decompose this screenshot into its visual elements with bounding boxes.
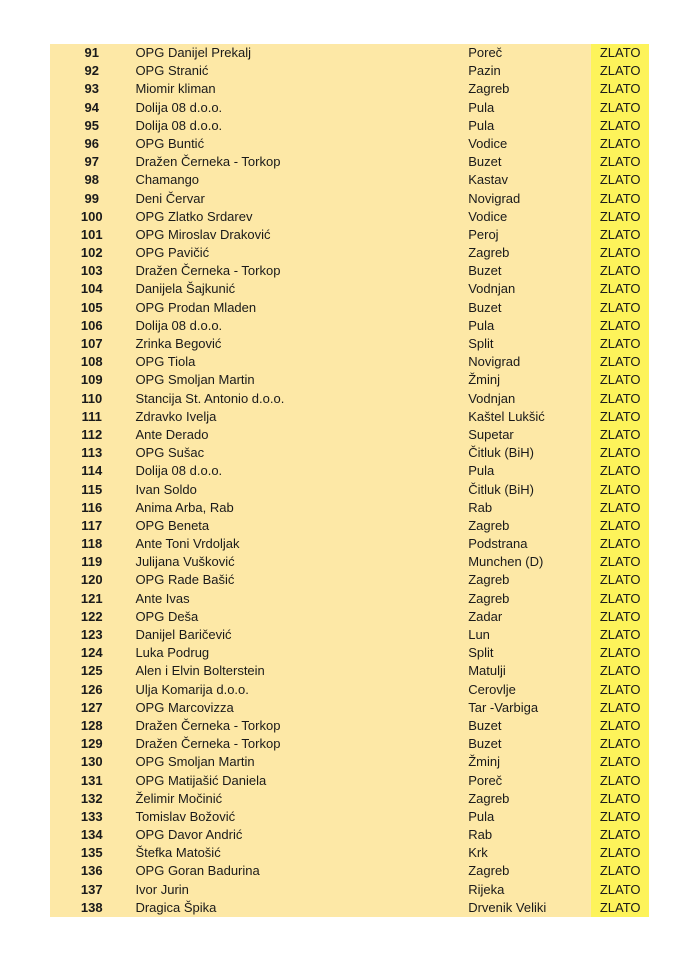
row-name: OPG Sušac	[133, 444, 466, 462]
row-city: Zagreb	[466, 244, 591, 262]
row-number: 96	[50, 135, 133, 153]
row-name: OPG Smoljan Martin	[133, 753, 466, 771]
row-name: Ante Derado	[133, 426, 466, 444]
row-city: Podstrana	[466, 535, 591, 553]
row-award: ZLATO	[591, 135, 649, 153]
row-award: ZLATO	[591, 44, 649, 62]
table-row	[50, 135, 649, 153]
row-city: Peroj	[466, 226, 591, 244]
row-city: Vodice	[466, 135, 591, 153]
row-number: 134	[50, 826, 133, 844]
row-city: Zagreb	[466, 862, 591, 880]
row-city: Pula	[466, 808, 591, 826]
row-award: ZLATO	[591, 190, 649, 208]
row-award: ZLATO	[591, 208, 649, 226]
row-city: Zagreb	[466, 517, 591, 535]
table-row	[50, 899, 649, 917]
row-award: ZLATO	[591, 844, 649, 862]
row-award: ZLATO	[591, 826, 649, 844]
row-number: 138	[50, 899, 133, 917]
row-city: Rab	[466, 826, 591, 844]
row-award: ZLATO	[591, 80, 649, 98]
table-row	[50, 44, 649, 62]
row-city: Matulji	[466, 662, 591, 680]
row-number: 111	[50, 408, 133, 426]
row-number: 135	[50, 844, 133, 862]
table-row	[50, 881, 649, 899]
row-name: OPG Stranić	[133, 62, 466, 80]
row-name: Dolija 08 d.o.o.	[133, 99, 466, 117]
row-name: Miomir kliman	[133, 80, 466, 98]
row-number: 104	[50, 280, 133, 298]
row-award: ZLATO	[591, 353, 649, 371]
row-city: Poreč	[466, 772, 591, 790]
table-row	[50, 190, 649, 208]
row-name: OPG Smoljan Martin	[133, 371, 466, 389]
row-number: 113	[50, 444, 133, 462]
row-number: 99	[50, 190, 133, 208]
row-name: OPG Rade Bašić	[133, 571, 466, 589]
row-city: Buzet	[466, 153, 591, 171]
row-number: 127	[50, 699, 133, 717]
row-city: Krk	[466, 844, 591, 862]
row-award: ZLATO	[591, 62, 649, 80]
table-row	[50, 299, 649, 317]
table-row	[50, 426, 649, 444]
row-name: OPG Miroslav Draković	[133, 226, 466, 244]
row-number: 110	[50, 390, 133, 408]
row-award: ZLATO	[591, 644, 649, 662]
row-award: ZLATO	[591, 444, 649, 462]
row-city: Rab	[466, 499, 591, 517]
row-award: ZLATO	[591, 462, 649, 480]
table-row	[50, 153, 649, 171]
row-number: 105	[50, 299, 133, 317]
table-row	[50, 753, 649, 771]
row-name: Želimir Močinić	[133, 790, 466, 808]
row-number: 121	[50, 590, 133, 608]
table-row	[50, 499, 649, 517]
row-number: 97	[50, 153, 133, 171]
row-city: Čitluk (BiH)	[466, 444, 591, 462]
row-city: Zagreb	[466, 590, 591, 608]
row-name: Deni Červar	[133, 190, 466, 208]
row-number: 132	[50, 790, 133, 808]
row-name: Ante Ivas	[133, 590, 466, 608]
row-name: Dražen Černeka - Torkop	[133, 717, 466, 735]
row-name: OPG Beneta	[133, 517, 466, 535]
table-row	[50, 390, 649, 408]
row-name: Zrinka Begović	[133, 335, 466, 353]
row-city: Pazin	[466, 62, 591, 80]
table-row	[50, 481, 649, 499]
row-award: ZLATO	[591, 481, 649, 499]
row-award: ZLATO	[591, 426, 649, 444]
table-row	[50, 571, 649, 589]
row-number: 101	[50, 226, 133, 244]
row-city: Split	[466, 644, 591, 662]
row-award: ZLATO	[591, 753, 649, 771]
table-row	[50, 517, 649, 535]
row-name: Julijana Vušković	[133, 553, 466, 571]
row-city: Zadar	[466, 608, 591, 626]
row-name: OPG Tiola	[133, 353, 466, 371]
row-award: ZLATO	[591, 390, 649, 408]
row-award: ZLATO	[591, 262, 649, 280]
row-city: Čitluk (BiH)	[466, 481, 591, 499]
row-number: 91	[50, 44, 133, 62]
row-name: OPG Buntić	[133, 135, 466, 153]
table-row	[50, 608, 649, 626]
row-name: OPG Matijašić Daniela	[133, 772, 466, 790]
row-number: 125	[50, 662, 133, 680]
row-award: ZLATO	[591, 299, 649, 317]
row-number: 114	[50, 462, 133, 480]
row-name: OPG Deša	[133, 608, 466, 626]
row-award: ZLATO	[591, 171, 649, 189]
row-number: 108	[50, 353, 133, 371]
table-row	[50, 171, 649, 189]
row-award: ZLATO	[591, 517, 649, 535]
row-name: Zdravko Ivelja	[133, 408, 466, 426]
row-award: ZLATO	[591, 881, 649, 899]
row-award: ZLATO	[591, 153, 649, 171]
row-name: Dražen Černeka - Torkop	[133, 153, 466, 171]
row-number: 123	[50, 626, 133, 644]
row-name: Luka Podrug	[133, 644, 466, 662]
row-award: ZLATO	[591, 862, 649, 880]
table-row	[50, 844, 649, 862]
row-number: 136	[50, 862, 133, 880]
row-city: Novigrad	[466, 353, 591, 371]
row-city: Split	[466, 335, 591, 353]
row-name: Ulja Komarija d.o.o.	[133, 681, 466, 699]
row-number: 106	[50, 317, 133, 335]
row-name: Stancija St. Antonio d.o.o.	[133, 390, 466, 408]
row-city: Zagreb	[466, 790, 591, 808]
row-name: Chamango	[133, 171, 466, 189]
row-award: ZLATO	[591, 317, 649, 335]
row-number: 120	[50, 571, 133, 589]
table-row	[50, 226, 649, 244]
row-award: ZLATO	[591, 808, 649, 826]
table-row	[50, 408, 649, 426]
row-number: 130	[50, 753, 133, 771]
row-city: Zagreb	[466, 571, 591, 589]
row-award: ZLATO	[591, 117, 649, 135]
table-row	[50, 244, 649, 262]
row-name: Dragica Špika	[133, 899, 466, 917]
row-city: Vodnjan	[466, 280, 591, 298]
row-city: Buzet	[466, 735, 591, 753]
table-row	[50, 826, 649, 844]
table-row	[50, 644, 649, 662]
row-name: Dolija 08 d.o.o.	[133, 462, 466, 480]
row-city: Buzet	[466, 717, 591, 735]
table-row	[50, 735, 649, 753]
row-name: Danijela Šajkunić	[133, 280, 466, 298]
row-city: Buzet	[466, 299, 591, 317]
table-row	[50, 717, 649, 735]
row-city: Pula	[466, 117, 591, 135]
row-name: Ivan Soldo	[133, 481, 466, 499]
row-award: ZLATO	[591, 590, 649, 608]
row-number: 118	[50, 535, 133, 553]
row-city: Buzet	[466, 262, 591, 280]
row-number: 103	[50, 262, 133, 280]
row-city: Poreč	[466, 44, 591, 62]
table-row	[50, 335, 649, 353]
row-number: 95	[50, 117, 133, 135]
table-row	[50, 117, 649, 135]
row-number: 109	[50, 371, 133, 389]
row-award: ZLATO	[591, 244, 649, 262]
row-number: 93	[50, 80, 133, 98]
row-city: Zagreb	[466, 80, 591, 98]
table-row	[50, 772, 649, 790]
table-row	[50, 662, 649, 680]
row-number: 102	[50, 244, 133, 262]
table-row	[50, 808, 649, 826]
row-number: 137	[50, 881, 133, 899]
row-award: ZLATO	[591, 280, 649, 298]
row-name: Alen i Elvin Bolterstein	[133, 662, 466, 680]
row-number: 98	[50, 171, 133, 189]
row-number: 100	[50, 208, 133, 226]
row-name: Ante Toni Vrdoljak	[133, 535, 466, 553]
row-city: Pula	[466, 99, 591, 117]
row-award: ZLATO	[591, 335, 649, 353]
row-number: 107	[50, 335, 133, 353]
row-name: Štefka Matošić	[133, 844, 466, 862]
row-name: Dolija 08 d.o.o.	[133, 117, 466, 135]
row-name: OPG Davor Andrić	[133, 826, 466, 844]
row-city: Munchen (D)	[466, 553, 591, 571]
row-number: 129	[50, 735, 133, 753]
row-award: ZLATO	[591, 699, 649, 717]
row-name: Danijel Baričević	[133, 626, 466, 644]
row-city: Kaštel Lukšić	[466, 408, 591, 426]
row-number: 131	[50, 772, 133, 790]
row-city: Vodnjan	[466, 390, 591, 408]
row-name: Tomislav Božović	[133, 808, 466, 826]
row-city: Žminj	[466, 371, 591, 389]
row-name: Dražen Černeka - Torkop	[133, 262, 466, 280]
row-name: OPG Marcovizza	[133, 699, 466, 717]
row-award: ZLATO	[591, 535, 649, 553]
row-city: Tar -Varbiga	[466, 699, 591, 717]
row-number: 124	[50, 644, 133, 662]
row-city: Novigrad	[466, 190, 591, 208]
row-award: ZLATO	[591, 662, 649, 680]
row-award: ZLATO	[591, 608, 649, 626]
table-row	[50, 462, 649, 480]
row-city: Rijeka	[466, 881, 591, 899]
row-name: Dražen Černeka - Torkop	[133, 735, 466, 753]
table-row	[50, 208, 649, 226]
row-number: 128	[50, 717, 133, 735]
row-name: OPG Zlatko Srdarev	[133, 208, 466, 226]
row-city: Drvenik Veliki	[466, 899, 591, 917]
row-award: ZLATO	[591, 717, 649, 735]
table-row	[50, 699, 649, 717]
table-row	[50, 535, 649, 553]
row-award: ZLATO	[591, 790, 649, 808]
row-award: ZLATO	[591, 681, 649, 699]
row-award: ZLATO	[591, 899, 649, 917]
row-name: Anima Arba, Rab	[133, 499, 466, 517]
row-award: ZLATO	[591, 626, 649, 644]
row-number: 92	[50, 62, 133, 80]
row-award: ZLATO	[591, 499, 649, 517]
row-number: 116	[50, 499, 133, 517]
row-city: Supetar	[466, 426, 591, 444]
row-name: OPG Prodan Mladen	[133, 299, 466, 317]
row-city: Cerovlje	[466, 681, 591, 699]
table-row	[50, 590, 649, 608]
table-row	[50, 681, 649, 699]
row-award: ZLATO	[591, 571, 649, 589]
row-number: 133	[50, 808, 133, 826]
row-name: OPG Pavičić	[133, 244, 466, 262]
table-row	[50, 862, 649, 880]
row-number: 117	[50, 517, 133, 535]
table-row	[50, 553, 649, 571]
table-row	[50, 62, 649, 80]
table-row	[50, 353, 649, 371]
table-row	[50, 262, 649, 280]
row-city: Kastav	[466, 171, 591, 189]
table-row	[50, 317, 649, 335]
row-number: 115	[50, 481, 133, 499]
table-row	[50, 626, 649, 644]
row-number: 94	[50, 99, 133, 117]
row-city: Lun	[466, 626, 591, 644]
row-award: ZLATO	[591, 735, 649, 753]
row-name: OPG Danijel Prekalj	[133, 44, 466, 62]
row-award: ZLATO	[591, 371, 649, 389]
row-number: 119	[50, 553, 133, 571]
table-row	[50, 80, 649, 98]
row-number: 122	[50, 608, 133, 626]
table-row	[50, 280, 649, 298]
row-name: OPG Goran Badurina	[133, 862, 466, 880]
row-award: ZLATO	[591, 408, 649, 426]
row-city: Pula	[466, 462, 591, 480]
table-row	[50, 371, 649, 389]
row-city: Žminj	[466, 753, 591, 771]
table-row	[50, 790, 649, 808]
row-award: ZLATO	[591, 99, 649, 117]
row-award: ZLATO	[591, 226, 649, 244]
row-name: Ivor Jurin	[133, 881, 466, 899]
table-row	[50, 444, 649, 462]
row-city: Vodice	[466, 208, 591, 226]
row-city: Pula	[466, 317, 591, 335]
row-award: ZLATO	[591, 772, 649, 790]
row-number: 112	[50, 426, 133, 444]
row-name: Dolija 08 d.o.o.	[133, 317, 466, 335]
table-row	[50, 99, 649, 117]
row-award: ZLATO	[591, 553, 649, 571]
row-number: 126	[50, 681, 133, 699]
results-table	[50, 44, 649, 917]
